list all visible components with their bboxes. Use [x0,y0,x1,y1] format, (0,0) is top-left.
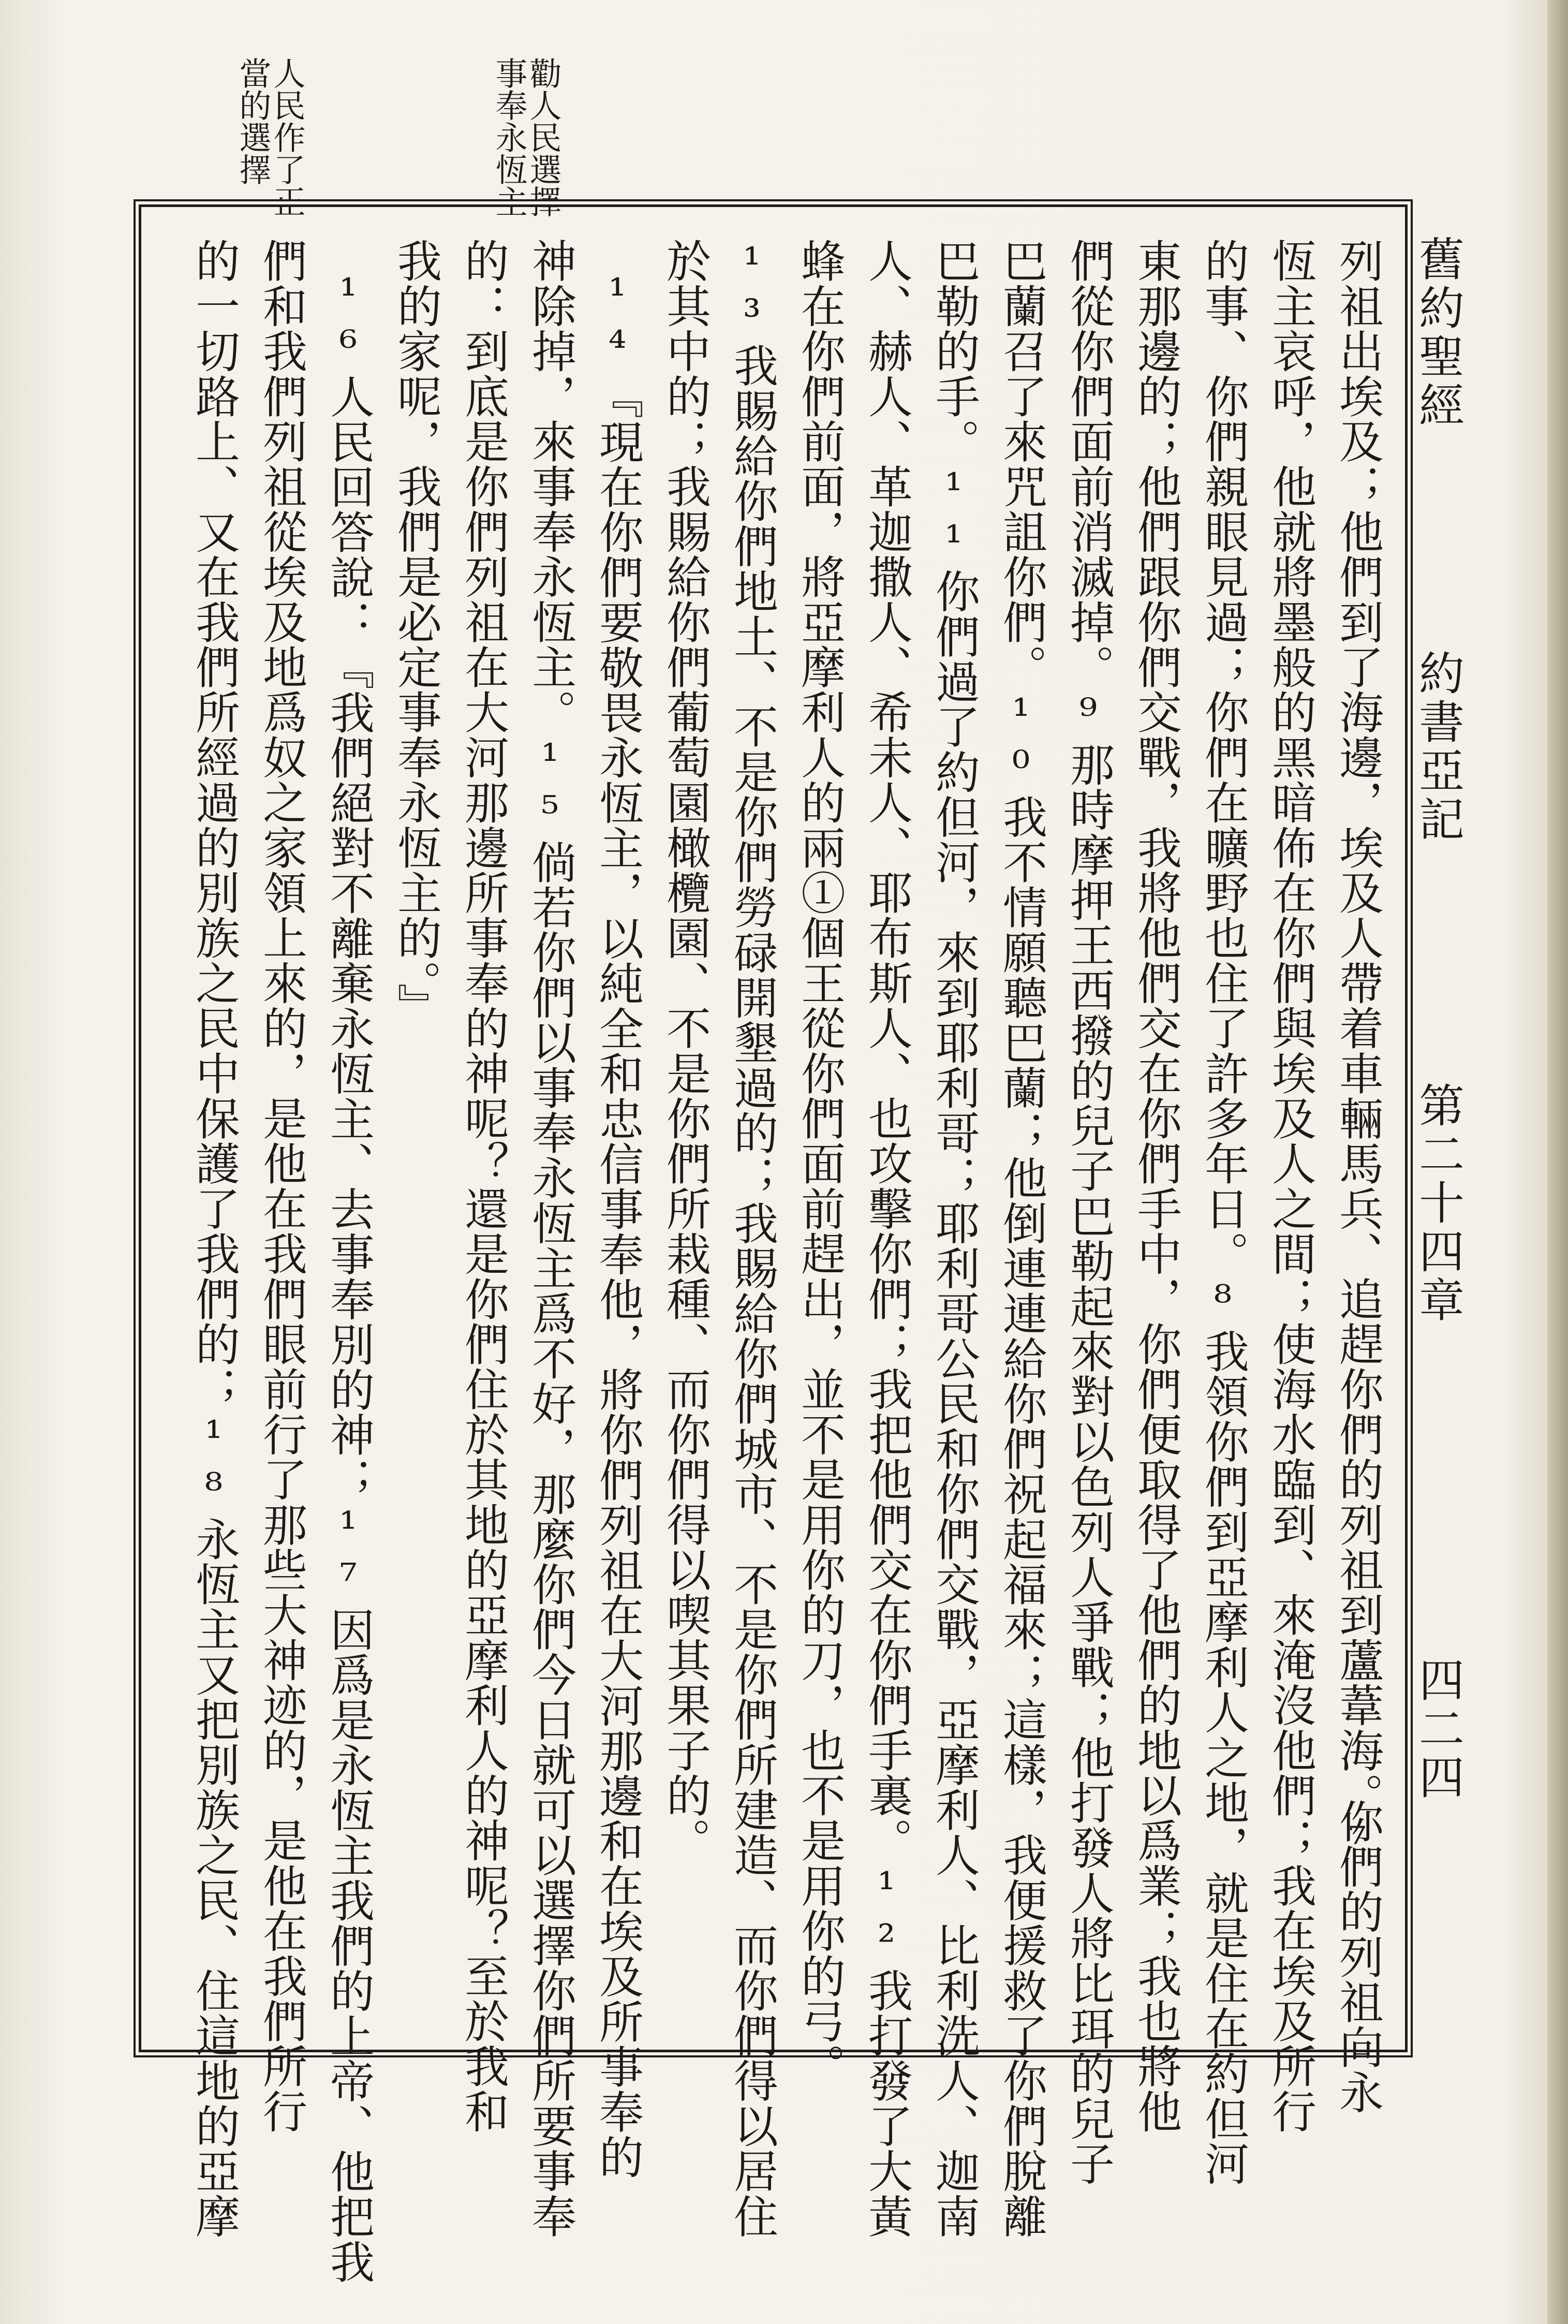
verse-column: 蜂在你們前面，將亞摩利人的兩①個王從你們面前趕出，並不是用你的刀，也不是用你的弓。 [793,238,845,2089]
verse-column: 們和我們列祖從埃及地爲奴之家領上來的，是他在我們眼前行了那些大神迹的，是他在我們所行 [255,238,307,2134]
verse-column: 我的家呢，我們是必定事奉永恆主的。』 [390,238,441,1028]
verse-column: ¹³我賜給你們地土、不是你們勞碌開墾過的；我賜給你們城市、不是你們所建造、而你們得以居住 [726,238,778,2239]
verse-column: 你們的列祖向永 [1332,1799,1383,2115]
verse-column: 巴勒的手。¹¹你們過了約但河，來到耶利哥；耶利哥公民和你們交戰，亞摩利人、比利洗人、迦南 [928,238,980,2239]
verse-column: 們從你們面前消滅掉。⁹那時摩押王西撥的兒子巴勒起來對以色列人爭戰；他打發人將比珥的兒子 [1062,238,1114,2186]
header-chapter-book: 約書亞記 [1412,650,1465,844]
verse-column: 人、赫人、革迦撒人、希未人、耶布斯人、也攻擊你們；我把他們交在你們手裏。¹²我打發了大黃 [861,238,912,2239]
verse-column: 於其中的；我賜給你們葡萄園橄欖園、不是你們所栽種、而你們得以喫其果子的。 [659,238,711,1863]
verse-column: 神除掉，來事奉永恆主。¹⁵倘若你們以事奉永恆主爲不好，那麼你們今日就可以選擇你們所要事奉 [524,238,576,2239]
verse-column: 恆主哀呼，他就將墨般的黑暗佈在你們與埃及人之間；使海水臨到、來淹沒他們；我在埃及所行 [1264,238,1316,2134]
verse-column: 的事、你們親眼見過；你們在曠野也住了許多年日。⁸我領你們到亞摩利人之地，就是住在約但河 [1197,238,1249,2186]
verse-column: 巴蘭召了來咒詛你們。¹⁰我不情願聽巴蘭；他倒連連給你們祝起福來；這樣，我便援救了你們脫離 [995,238,1047,2239]
header-chapter: 第二十四章 [1412,1082,1465,1325]
verse-column: ¹⁴『現在你們要敬畏永恆主，以純全和忠信事奉他，將你們列祖在大河那邊和在埃及所事奉的 [591,269,643,2180]
header-page-number: 四二四 [1412,1656,1465,1802]
margin-note-choose: 勸人民選擇事奉永恆主 [490,57,562,217]
verse-column: 東那邊的；他們跟你們交戰，我將他們交在你們手中，你們便取得了他們的地以爲業；我也將他 [1130,238,1181,2134]
margin-note-choice-made: 人民作了正當的選擇 [234,57,306,217]
binding-edge [1547,0,1568,2324]
verse-column: 的一切路上、又在我們所經過的別族之民中保護了我們的；¹⁸永恆主又把別族之民、住這地的亞摩 [188,238,240,2239]
header-book-title: 舊約聖經 [1412,236,1465,430]
verse-column: 的：到底是你們列祖在大河那邊所事奉的神呢？還是你們住於其地的亞摩利人的神呢？至於我和 [457,238,509,2134]
verse-column-top: 列祖出埃及；他們到了海邊，埃及人帶着車輛馬兵、追趕你們的列祖到蘆葦海。⁷ [1332,238,1383,1871]
verse-column: ¹⁶人民回答說：『我們絕對不離棄永恆主、去事奉別的神；¹⁷因爲是永恆主我們的上帝、他把我 [322,269,374,2284]
